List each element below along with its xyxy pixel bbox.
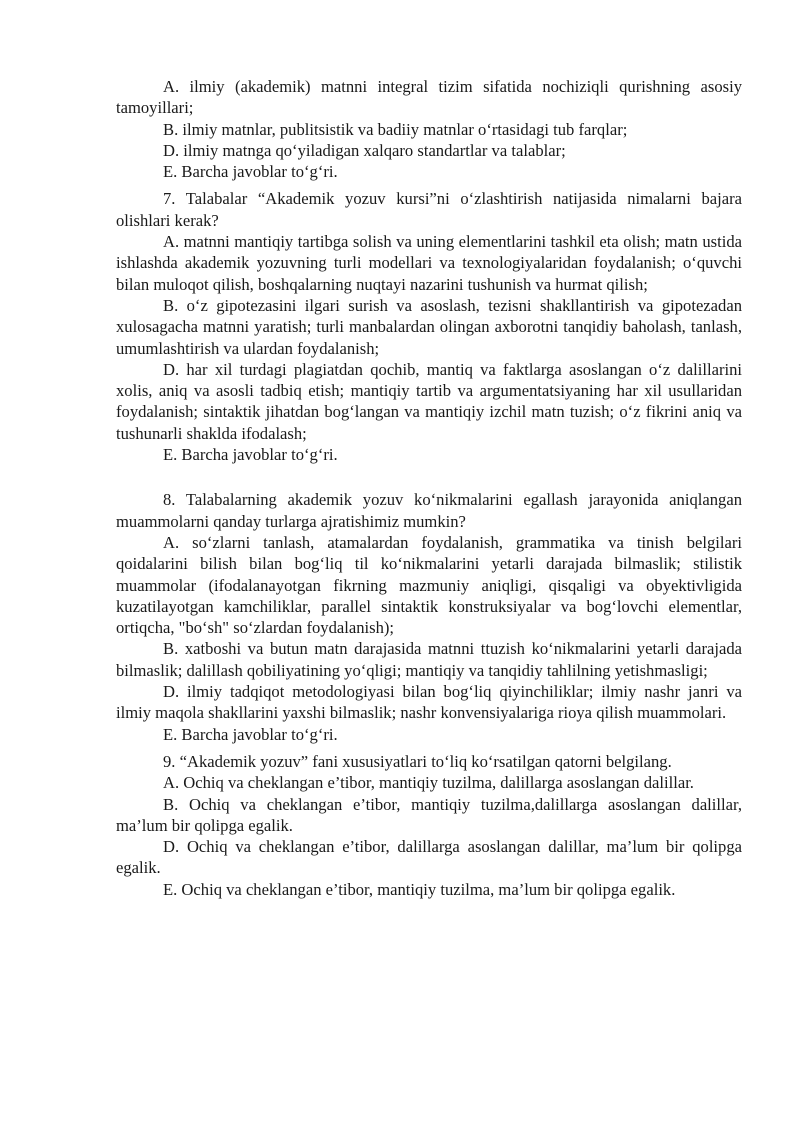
- answer-option-d: D. Ochiq va cheklangan e’tibor, dalillarga asoslangan dalillar, ma’lum bir qolipga egalik.: [116, 837, 742, 878]
- answer-option-b: B. xatboshi va butun matn darajasida matnni ttuzish ko‘nikmalarini yetarli darajada bilmaslik; dalillash qobiliyatining yo‘qligi; mantiqiy va tanqidiy tahlilning yetishmasligi;: [116, 639, 742, 680]
- answer-option-a: A. so‘zlarni tanlash, atamalardan foydalanish, grammatika va tinish belgilari qoidalarini bilish bilan bog‘liq til ko‘nikmalarini yetarli darajada bilmaslik; stilistik muammolar (ifodalanayotgan fikrning mazmuniy aniqligi, qisqaligi va obyektivligida kuzatilayotgan kamchiliklar, parallel sintaktik konstruksiyalar va bog‘lovchi elementlar, ortiqcha, "bo‘sh" so‘zlardan foydalanish);: [116, 532, 742, 638]
- answer-option-b: B. Ochiq va cheklangan e’tibor, mantiqiy tuzilma,dalillarga asoslangan dalillar, ma’lum bir qolipga egalik.: [116, 794, 742, 835]
- answer-option-b: B. o‘z gipotezasini ilgari surish va asoslash, tezisni shakllantirish va gipotezadan xulosagacha matnni yaratish; turli manbalardan olingan axborotni tanqidiy baholash, tanlash, umumlashtirish va ulardan foydalanish;: [116, 295, 742, 358]
- answer-option-a: A. matnni mantiqiy tartibga solish va uning elementlarini tashkil eta olish; matn ustida ishlashda akademik yozuvning turli modellari va texnologiyalaridan foydalanish; o‘quvchi bilan muloqot qilish, boshqalarning nuqtayi nazarini tushunish va hurmat qilish;: [116, 232, 742, 294]
- question-9: 9. “Akademik yozuv” fani xususiyatlari to‘liq ko‘rsatilgan qatorni belgilang.: [163, 751, 672, 771]
- answer-option-a: A. ilmiy (akademik) matnni integral tizim sifatida nochiziqli qurishning asosiy tamoyillari;: [116, 77, 742, 118]
- answer-option-b: B. ilmiy matnlar, publitsistik va badiiy matnlar o‘rtasidagi tub farqlar;: [163, 119, 628, 139]
- answer-option-a: A. Ochiq va cheklangan e’tibor, mantiqiy tuzilma, dalillarga asoslangan dalillar.: [163, 773, 694, 793]
- answer-option-e: E. Ochiq va cheklangan e’tibor, mantiqiy tuzilma, ma’lum bir qolipga egalik.: [163, 879, 676, 899]
- answer-option-e: E. Barcha javoblar to‘g‘ri.: [163, 724, 338, 744]
- answer-option-d: D. har xil turdagi plagiatdan qochib, mantiq va faktlarga asoslangan o‘z dalillarini xolis, aniq va asosli tadbiq etish; mantiqiy tartib va argumentatsiyaning har xil usullaridan foydalanish; sintaktik jihatdan bog‘langan va mantiqiy izchil matn tuzish; o‘z fikrini aniq va tushunarli shaklda ifodalash;: [116, 359, 742, 443]
- answer-option-d: D. ilmiy tadqiqot metodologiyasi bilan bog‘liq qiyinchiliklar; ilmiy nashr janri va ilmiy maqola shakllarini yaxshi bilmaslik; nashr konvensiyalariga rioya qilish muammolari.: [116, 682, 742, 723]
- document-page: [116, 76, 742, 900]
- answer-option-d: D. ilmiy matnga qo‘yiladigan xalqaro standartlar va talablar;: [163, 140, 566, 160]
- question-7: 7. Talabalar “Akademik yozuv kursi”ni o‘zlashtirish natijasida nimalarni bajara olishlari kerak?: [116, 189, 742, 230]
- answer-option-e: E. Barcha javoblar to‘g‘ri.: [163, 445, 338, 465]
- answer-option-e: E. Barcha javoblar to‘g‘ri.: [163, 162, 338, 182]
- question-8: 8. Talabalarning akademik yozuv ko‘nikmalarini egallash jarayonida aniqlangan muammolarni qanday turlarga ajratishimiz mumkin?: [116, 490, 742, 531]
